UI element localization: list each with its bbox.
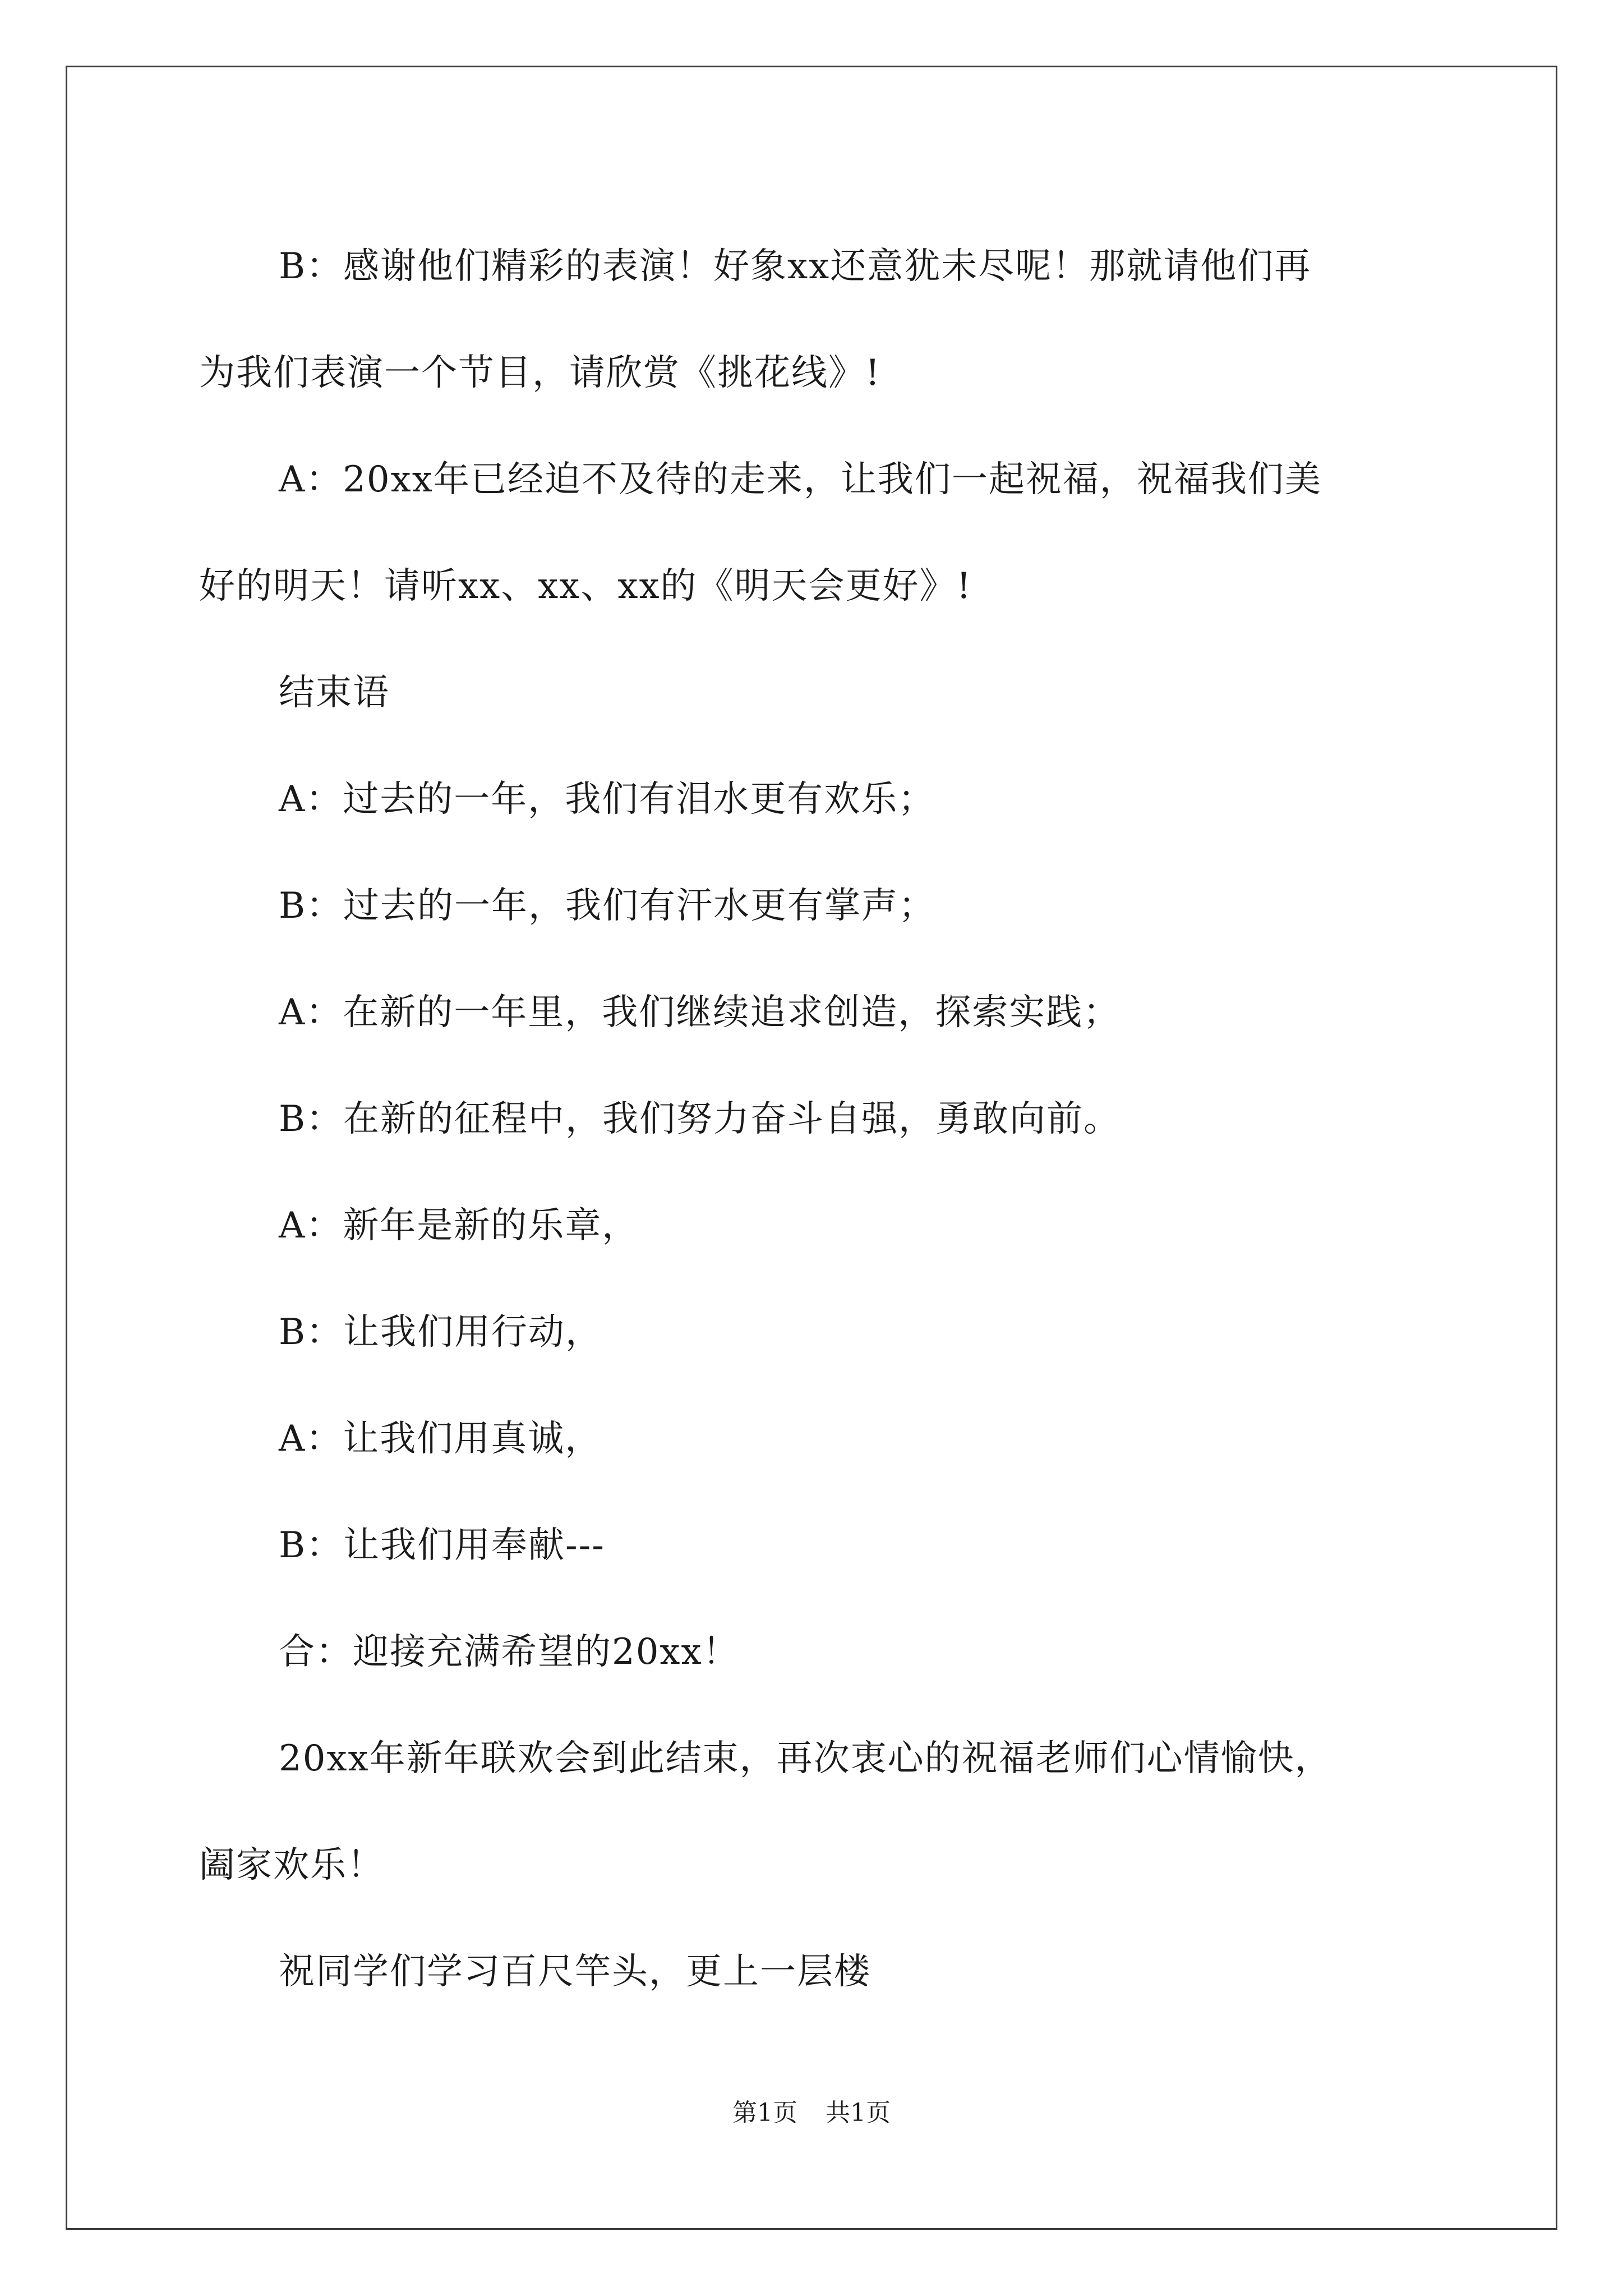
paragraph: 阖家欢乐！ xyxy=(199,1844,384,1886)
paragraph: 好的明天！请听xx、xx、xx的《明天会更好》! xyxy=(199,565,972,607)
paragraph: B：过去的一年，我们有汗水更有掌声； xyxy=(279,885,936,927)
page-total: 共1页 xyxy=(826,2099,891,2127)
document-body xyxy=(199,213,1489,2025)
page-footer xyxy=(0,2092,1623,2128)
paragraph: B：感谢他们精彩的表演！好象xx还意犹未尽呢！那就请他们再 xyxy=(279,246,1312,287)
paragraph: 为我们表演一个节目，请欣赏《挑花线》! xyxy=(199,352,881,394)
paragraph: A：在新的一年里，我们继续追求创造，探索实践； xyxy=(279,992,1121,1033)
paragraph: A：20xx年已经迫不及待的走来，让我们一起祝福，祝福我们美 xyxy=(279,459,1322,500)
paragraph: 祝同学们学习百尺竿头，更上一层楼 xyxy=(279,1951,871,1993)
paragraph: 20xx年新年联欢会到此结束，再次衷心的祝福老师们心情愉快， xyxy=(279,1738,1332,1779)
paragraph: B：让我们用行动， xyxy=(279,1312,603,1353)
paragraph: B：让我们用奉献--- xyxy=(279,1525,605,1566)
paragraph: B：在新的征程中，我们努力奋斗自强，勇敢向前。 xyxy=(279,1098,1121,1140)
page-number: 第1页 xyxy=(732,2099,797,2127)
paragraph: A：过去的一年，我们有泪水更有欢乐； xyxy=(279,779,935,820)
section-heading: 结束语 xyxy=(279,672,390,714)
paragraph: 合：迎接充满希望的20xx！ xyxy=(279,1631,740,1673)
paragraph: A：新年是新的乐章， xyxy=(279,1205,639,1246)
paragraph: A：让我们用真诚， xyxy=(279,1418,602,1460)
